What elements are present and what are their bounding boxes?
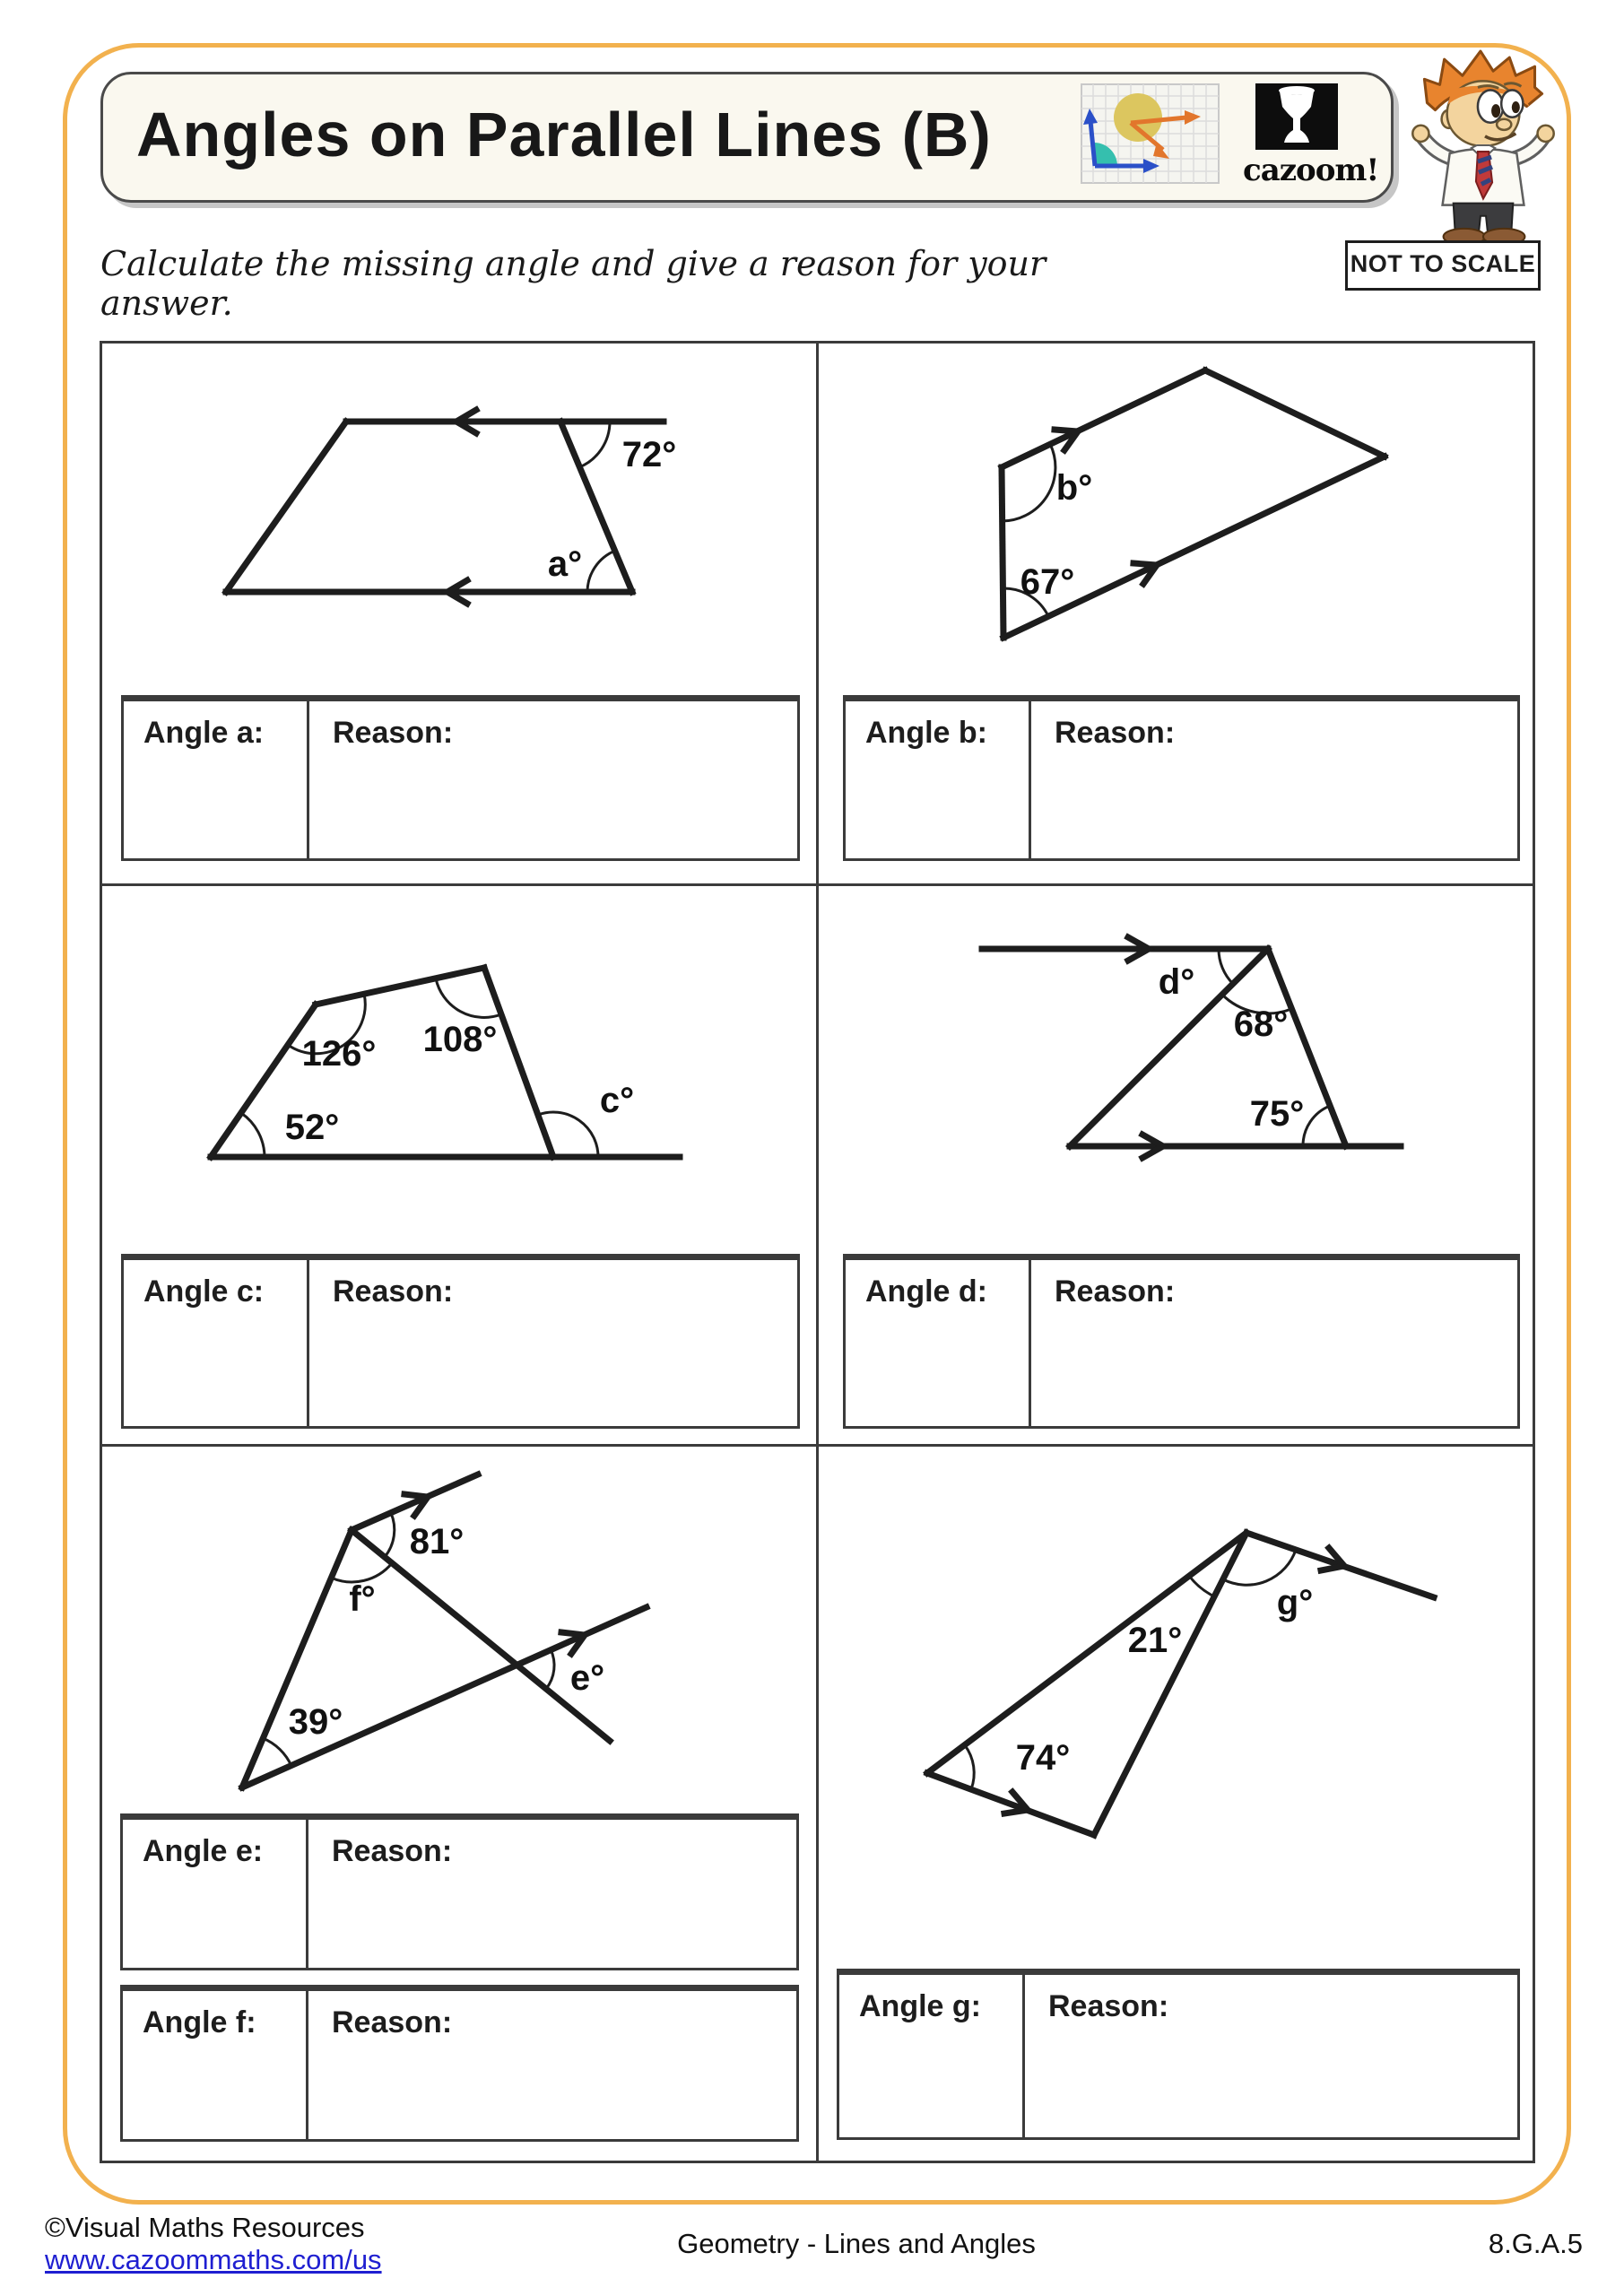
- mascot-character-icon: [1397, 47, 1569, 246]
- reason-a-cell: Reason:: [333, 716, 454, 750]
- angle-label-39: 39°: [288, 1702, 343, 1742]
- footer-topic: Geometry - Lines and Angles: [677, 2228, 1036, 2259]
- page-title: Angles on Parallel Lines (B): [136, 100, 992, 170]
- angle-label-g: g°: [1276, 1583, 1314, 1622]
- answer-table-g: [837, 1969, 1520, 2140]
- angle-label-21: 21°: [1127, 1621, 1183, 1660]
- triangle-with-parallel-ray: [927, 1533, 1434, 1835]
- angle-label-c: c°: [599, 1081, 635, 1120]
- angle-arc-e: [546, 1649, 554, 1689]
- angle-f-cell: Angle f:: [123, 1991, 308, 2139]
- angle-e-cell: Angle e:: [123, 1820, 308, 1968]
- quadrilateral-on-straight-line: [211, 968, 680, 1157]
- angle-label-72: 72°: [621, 435, 677, 474]
- footer-copyright: ©Visual Maths Resources: [45, 2212, 365, 2243]
- answer-table-a: [121, 695, 800, 861]
- trapezoid-parallel-lines: [226, 410, 664, 604]
- footer-standard-code: 8.G.A.5: [1488, 2228, 1583, 2259]
- angle-label-e: e°: [569, 1658, 605, 1698]
- angle-arc-74: [965, 1745, 974, 1789]
- angle-label-81: 81°: [409, 1522, 465, 1561]
- angle-arc-75: [1303, 1106, 1330, 1146]
- angle-label-b: b°: [1055, 468, 1093, 508]
- angle-d-cell: Angle d:: [846, 1260, 1031, 1426]
- reason-c-cell: Reason:: [333, 1274, 454, 1309]
- angle-arc-81: [385, 1513, 395, 1557]
- angle-label-126: 126°: [301, 1034, 377, 1074]
- angle-b-cell: Angle b:: [846, 701, 1031, 858]
- angle-arc-d: [1219, 949, 1233, 984]
- cazoom-logo-icon: [1255, 83, 1338, 150]
- angle-label-a: a°: [547, 544, 583, 584]
- angle-arc-72: [579, 422, 610, 467]
- angle-label-108: 108°: [422, 1020, 498, 1059]
- cazoom-wordmark: cazoom!: [1243, 152, 1379, 188]
- angle-arc-21: [1189, 1576, 1214, 1596]
- reason-f-cell: Reason:: [332, 2005, 453, 2039]
- footer-url-link[interactable]: www.cazoommaths.com/us: [45, 2244, 382, 2275]
- reason-e-cell: Reason:: [332, 1834, 453, 1868]
- reason-g-cell: Reason:: [1048, 1989, 1169, 2023]
- angle-arc-39: [263, 1738, 291, 1766]
- answer-table-e: [120, 1813, 799, 1970]
- angle-arc-a: [587, 551, 615, 592]
- angle-label-67: 67°: [1020, 562, 1075, 602]
- reason-d-cell: Reason:: [1055, 1274, 1176, 1309]
- graph-angles-icon: [1081, 83, 1220, 184]
- angle-label-75: 75°: [1249, 1094, 1305, 1134]
- angle-c-cell: Angle c:: [124, 1260, 309, 1426]
- angle-label-74: 74°: [1015, 1738, 1071, 1778]
- not-to-scale-badge: NOT TO SCALE: [1345, 240, 1541, 291]
- instruction-text: Calculate the missing angle and give a reason for your answer.: [100, 244, 1046, 323]
- reason-b-cell: Reason:: [1055, 716, 1176, 750]
- angle-label-f: f°: [349, 1579, 376, 1619]
- angle-label-68: 68°: [1233, 1004, 1289, 1044]
- answer-table-d: [843, 1254, 1520, 1429]
- answer-table-b: [843, 695, 1520, 861]
- angle-arc-52: [241, 1113, 265, 1157]
- angle-label-d: d°: [1158, 962, 1195, 1002]
- angle-g-cell: Angle g:: [839, 1975, 1025, 2137]
- angle-a-cell: Angle a:: [124, 701, 309, 858]
- answer-table-c: [121, 1254, 800, 1429]
- angle-label-52: 52°: [284, 1108, 340, 1147]
- answer-table-f: [120, 1985, 799, 2142]
